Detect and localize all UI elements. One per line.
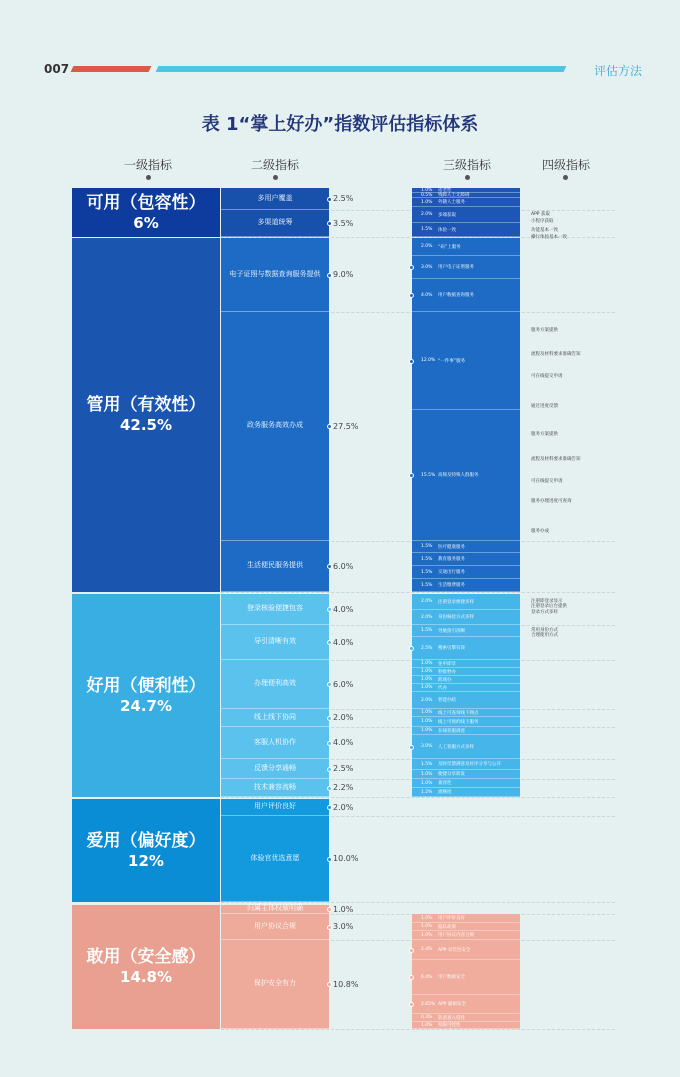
- level2-weight: 4.0%: [333, 604, 354, 614]
- level3-cell: [412, 637, 520, 660]
- level4-item: 功能基本一致: [531, 228, 558, 233]
- level3-weight: 2.0%: [421, 614, 433, 620]
- level2-weight: 3.0%: [333, 922, 354, 931]
- level2-connector-dot: [327, 907, 332, 912]
- level3-name: 及时反馈满意及好评分享与公开: [438, 762, 501, 767]
- level2-weight: 3.5%: [333, 218, 354, 228]
- level3-cell: [412, 788, 520, 797]
- level4-item: 可在线提交申请: [531, 479, 563, 484]
- level3-name: 搜索引擎有效: [438, 646, 465, 651]
- level3-cell: [412, 684, 520, 692]
- level3-name: 隐私政策: [438, 924, 456, 930]
- column-marker: [563, 175, 568, 180]
- level1-cell: [72, 905, 220, 1029]
- level4-item: 操行体验基本一致: [531, 235, 567, 240]
- level2-connector-dot: [327, 273, 332, 278]
- level3-cell: [412, 940, 520, 960]
- table-title: 表 1“掌上好办”指数评估指标体系: [201, 114, 479, 135]
- level1-percent: 42.5%: [119, 416, 173, 435]
- level2-connector-dot: [327, 640, 332, 645]
- level1-name: 管用（有效性）: [86, 395, 206, 416]
- level3-weight: 2.4%: [421, 947, 433, 952]
- level2-weight: 9.0%: [333, 270, 354, 279]
- level2-cell: 保护安全有力: [221, 940, 329, 1029]
- level3-cell: [412, 579, 520, 592]
- level2-weight: 6.0%: [333, 561, 354, 571]
- level4-item: 登录方式多样: [531, 610, 558, 615]
- level3-connector-dot: [409, 646, 414, 651]
- level2-cell: 多渠道统筹: [221, 210, 329, 237]
- level3-cell: [412, 779, 520, 788]
- level3-cell: [412, 279, 520, 312]
- column-marker: [465, 175, 470, 180]
- level2-weight: 6.0%: [333, 679, 354, 689]
- level3-name: APP 漏洞安全: [438, 1002, 466, 1007]
- level2-connector-dot: [327, 424, 332, 429]
- level3-weight: 3.0%: [421, 264, 433, 270]
- level3-name: 用户数据安全: [438, 975, 465, 980]
- level1-cell: [72, 799, 220, 902]
- level3-name: 注册登录便捷多样: [438, 599, 474, 605]
- level4-item: 流程及材料要求准确告知: [531, 352, 581, 357]
- level4-item: 合理使用方式: [531, 633, 558, 638]
- section-title: 评估方法: [594, 64, 643, 78]
- level3-weight: 1.5%: [421, 761, 433, 767]
- level3-weight: 0.3%: [421, 1015, 433, 1020]
- level2-cell: 体验官优选意愿: [221, 816, 329, 902]
- column-marker: [273, 175, 278, 180]
- level1-percent: 12%: [128, 851, 164, 870]
- level3-name: “一件事”服务: [438, 358, 466, 364]
- column-header-level1: 一级指标: [123, 158, 172, 172]
- level3-name: 代办: [438, 685, 447, 691]
- level2-connector-dot: [327, 607, 332, 612]
- level3-name: 权限可控性: [438, 1023, 461, 1028]
- column-header-level3: 三级指标: [442, 158, 491, 172]
- level3-weight: 1.0%: [421, 1022, 433, 1028]
- level4-item: 可在线提交申请: [531, 374, 563, 379]
- level4-item: 通过进度反馈: [531, 404, 558, 409]
- level1-percent: 14.8%: [119, 968, 173, 987]
- level3-name: 流畅度: [438, 790, 452, 795]
- level2-cell: 反馈分享通畅: [221, 759, 329, 779]
- level3-connector-dot: [409, 265, 414, 270]
- level3-weight: 0.5%: [421, 192, 433, 198]
- level2-cell: 多用户覆盖: [221, 188, 329, 210]
- level3-weight: 2.0%: [421, 212, 433, 217]
- level3-cell: [412, 770, 520, 779]
- level3-weight: 1.0%: [421, 719, 433, 724]
- level2-cell: 政务服务高效办成: [221, 312, 329, 541]
- level2-cell: 归属主体权威明确: [221, 905, 329, 914]
- level3-weight: 6.4%: [421, 974, 433, 980]
- level3-weight: 1.0%: [421, 187, 433, 193]
- level2-connector-dot: [327, 982, 332, 987]
- level2-cell: 导引清晰有效: [221, 625, 329, 660]
- level3-weight: 1.5%: [421, 227, 433, 232]
- level3-connector-dot: [409, 975, 414, 980]
- row-divider: [221, 592, 615, 593]
- level3-cell: [412, 256, 520, 279]
- level1-percent: 24.7%: [119, 696, 173, 715]
- level3-cell: [412, 995, 520, 1014]
- level1-cell: [72, 188, 220, 237]
- level3-name: 生活缴费服务: [438, 583, 465, 588]
- level4-item: 注册登录后台提供: [531, 604, 567, 609]
- level2-weight: 1.0%: [333, 904, 354, 914]
- level3-weight: 1.5%: [421, 582, 433, 588]
- level3-weight: 1.0%: [421, 932, 433, 938]
- level2-cell: 办理便利高效: [221, 660, 329, 709]
- level3-name: 线上可预约线下服务: [438, 719, 479, 725]
- level3-cell: [412, 312, 520, 410]
- level3-weight: 1.5%: [421, 628, 433, 633]
- level3-cell: [412, 709, 520, 717]
- level2-weight: 10.0%: [333, 854, 359, 863]
- level3-cell: [412, 931, 520, 940]
- level3-name: 便捷分享转发: [438, 772, 465, 777]
- level3-cell: [412, 676, 520, 684]
- level3-name: APP 安装包安全: [438, 947, 471, 953]
- column-header-level4: 四级指标: [541, 158, 590, 172]
- level3-name: 兼容性: [438, 781, 452, 786]
- level2-weight: 2.0%: [333, 713, 354, 722]
- level4-item: APP 获取: [531, 212, 550, 217]
- level3-cell: [412, 727, 520, 735]
- level2-connector-dot: [327, 682, 332, 687]
- level2-weight: 2.5%: [333, 194, 354, 203]
- level3-name: 用户评价良好: [438, 916, 465, 921]
- row-divider: [221, 902, 615, 903]
- level3-cell: [412, 541, 520, 553]
- level3-name: 秒批秒办: [438, 669, 456, 675]
- level3-weight: 1.0%: [421, 661, 433, 666]
- level3-weight: 1.5%: [421, 569, 433, 575]
- level3-name: 残障人士无障碍: [438, 193, 470, 198]
- level3-connector-dot: [409, 359, 414, 364]
- level2-cell: 用户协议合规: [221, 914, 329, 940]
- level3-name: 用户电子证照服务: [438, 265, 474, 270]
- level4-item: 服务办理进度可查询: [531, 499, 572, 504]
- level3-cell: [412, 1022, 520, 1029]
- level3-name: 外籍人士服务: [438, 200, 465, 205]
- level3-connector-dot: [409, 948, 414, 953]
- level3-connector-dot: [409, 473, 414, 478]
- level4-item: 小程序获取: [531, 219, 554, 224]
- level3-weight: 1.0%: [421, 669, 433, 674]
- level3-name: 交通出行服务: [438, 570, 465, 575]
- level3-name: 教育服务服务: [438, 557, 465, 562]
- level3-cell: [412, 625, 520, 637]
- level3-weight: 12.0%: [421, 358, 436, 363]
- level2-connector-dot: [327, 221, 332, 226]
- level2-connector-dot: [327, 197, 332, 202]
- level2-weight: 10.8%: [333, 979, 359, 989]
- level2-cell: 技术兼容流畅: [221, 779, 329, 797]
- level3-weight: 1.5%: [421, 544, 433, 549]
- level3-weight: 1.0%: [421, 685, 433, 690]
- level2-cell: 电子证照与数据查询服务提供: [221, 238, 329, 312]
- level3-name: 人工客服方式多样: [438, 744, 474, 750]
- level3-weight: 1.2%: [421, 789, 433, 795]
- level3-cell: [412, 735, 520, 759]
- column-header-level2: 二级指标: [250, 158, 299, 172]
- level3-name: 跨域办: [438, 677, 452, 683]
- level3-name: 多端获取: [438, 212, 456, 218]
- level3-weight: 3.0%: [421, 744, 433, 749]
- level3-weight: 1.0%: [421, 780, 433, 786]
- level3-name: 用户数据查询服务: [438, 293, 474, 298]
- level3-weight: 1.0%: [421, 915, 433, 921]
- level2-connector-dot: [327, 741, 332, 746]
- level4-item: 注册即登录显示: [531, 599, 563, 604]
- level3-cell: [412, 238, 520, 256]
- page-number: 007: [44, 62, 70, 76]
- level3-weight: 1.0%: [421, 771, 433, 777]
- level2-connector-dot: [327, 767, 332, 772]
- level3-cell: [412, 566, 520, 579]
- level3-weight: 2.0%: [421, 599, 433, 604]
- header-accent-bar: [71, 66, 152, 72]
- level3-cell: [412, 914, 520, 923]
- level2-connector-dot: [327, 925, 332, 930]
- level4-item: 服务方案提供: [531, 328, 558, 333]
- level4-item: 常用身份方式: [531, 628, 558, 633]
- level1-name: 爱用（偏好度）: [86, 830, 206, 851]
- column-marker: [146, 175, 151, 180]
- level3-cell: [412, 923, 520, 931]
- level3-connector-dot: [409, 1002, 414, 1007]
- level3-weight: 2.5%: [421, 645, 433, 651]
- header-rule-bar: [156, 66, 567, 72]
- level2-weight: 4.0%: [333, 738, 354, 747]
- level3-name: 导航指引清晰: [438, 628, 465, 634]
- level3-weight: 1.0%: [421, 710, 433, 715]
- level3-name: 身份核验方式多样: [438, 615, 474, 620]
- level2-cell: 用户评价良好: [221, 799, 329, 816]
- level3-weight: 2.65%: [421, 1001, 436, 1007]
- level3-weight: 1.5%: [421, 556, 433, 562]
- level3-name: 智能办结: [438, 698, 456, 703]
- level2-weight: 2.2%: [333, 783, 354, 792]
- level3-cell: [412, 717, 520, 727]
- level3-weight: 1.0%: [421, 677, 433, 682]
- level2-weight: 4.0%: [333, 637, 354, 647]
- level1-name: 敢用（安全感）: [86, 947, 206, 968]
- level3-cell: [412, 668, 520, 676]
- level3-cell: [412, 610, 520, 625]
- level1-cell: [72, 594, 220, 797]
- level3-name: 在线客服满意: [438, 728, 465, 734]
- level3-name: 适老性: [438, 188, 452, 193]
- level2-cell: 登录核验便捷包容: [221, 594, 329, 625]
- level3-cell: [412, 223, 520, 237]
- level2-weight: 2.0%: [333, 802, 354, 812]
- level3-weight: 1.0%: [421, 728, 433, 733]
- level3-weight: 15.5%: [421, 472, 436, 478]
- level3-cell: [412, 759, 520, 770]
- level2-cell: 客服人机协作: [221, 727, 329, 759]
- level2-connector-dot: [327, 716, 332, 721]
- level3-cell: [412, 1014, 520, 1022]
- level3-cell: [412, 198, 520, 207]
- level3-cell: [412, 660, 520, 668]
- level3-cell: [412, 207, 520, 223]
- level3-name: 线上可查询线下网点: [438, 710, 479, 716]
- level3-name: 医疗健康服务: [438, 544, 465, 550]
- level3-connector-dot: [409, 293, 414, 298]
- level3-cell: [412, 553, 520, 566]
- level2-connector-dot: [327, 857, 332, 862]
- level2-connector-dot: [327, 786, 332, 791]
- level1-name: 可用（包容性）: [86, 192, 206, 213]
- level2-connector-dot: [327, 805, 332, 810]
- level3-weight: 1.0%: [421, 199, 433, 205]
- level3-weight: 2.0%: [421, 697, 433, 703]
- level3-cell: [412, 692, 520, 709]
- level3-name: 防恶意入侵性: [438, 1015, 465, 1021]
- level3-name: 用户协议内容合规: [438, 933, 474, 938]
- level2-cell: 线上线下协同: [221, 709, 329, 727]
- level3-name: 高频及特殊人群服务: [438, 473, 479, 478]
- level3-connector-dot: [409, 745, 414, 750]
- level1-percent: 6%: [133, 213, 159, 232]
- row-divider: [221, 797, 615, 798]
- level3-name: “码”上服务: [438, 244, 461, 250]
- level1-name: 好用（便利性）: [86, 675, 206, 696]
- level2-cell: 生活便民服务提供: [221, 541, 329, 592]
- level3-weight: 1.0%: [421, 924, 433, 929]
- level3-weight: 4.0%: [421, 292, 433, 298]
- level2-weight: 27.5%: [333, 421, 359, 431]
- level3-cell: [412, 960, 520, 995]
- level3-cell: [412, 594, 520, 610]
- level1-cell: [72, 238, 220, 592]
- level4-item: 服务办成: [531, 529, 549, 534]
- level2-connector-dot: [327, 564, 332, 569]
- level3-name: 免申即享: [438, 661, 456, 667]
- level3-weight: 2.0%: [421, 244, 433, 249]
- level3-name: 体验一致: [438, 227, 456, 233]
- level3-cell: [412, 410, 520, 541]
- level2-weight: 2.5%: [333, 764, 354, 773]
- row-divider: [221, 1029, 615, 1030]
- level4-item: 服务方案提供: [531, 432, 558, 437]
- level4-item: 流程及材料要求准确告知: [531, 457, 581, 462]
